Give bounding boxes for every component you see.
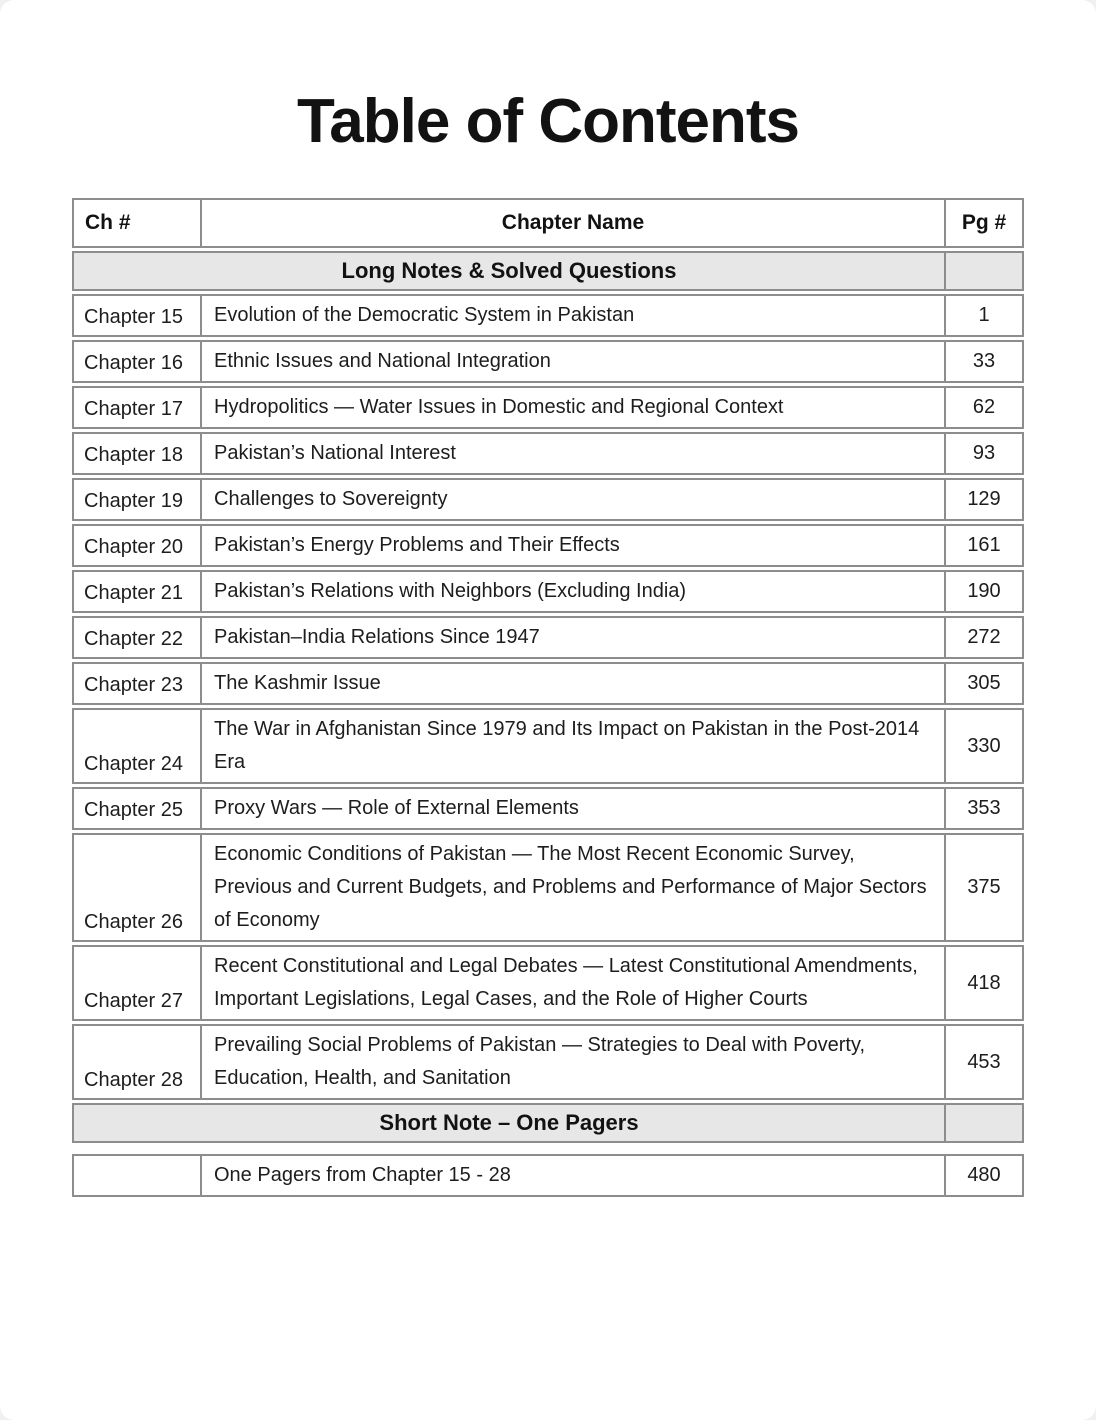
table-row bbox=[72, 1024, 1024, 1100]
chapter-number-cell: Chapter 25 bbox=[72, 787, 200, 830]
page-number-cell: 161 bbox=[944, 524, 1024, 567]
chapter-name-cell: Proxy Wars — Role of External Elements bbox=[200, 787, 944, 830]
table-row bbox=[72, 945, 1024, 1021]
table-gap-row bbox=[72, 1146, 1024, 1151]
table-header-row bbox=[72, 198, 1024, 248]
page-number-cell: 453 bbox=[944, 1024, 1024, 1100]
chapter-number-cell: Chapter 17 bbox=[72, 386, 200, 429]
chapter-name-cell: Pakistan–India Relations Since 1947 bbox=[200, 616, 944, 659]
column-header-chapter-number: Ch # bbox=[72, 198, 200, 248]
table-row bbox=[72, 432, 1024, 475]
table-row bbox=[72, 340, 1024, 383]
section-header-row bbox=[72, 1103, 1024, 1143]
chapter-name-cell: Ethnic Issues and National Integration bbox=[200, 340, 944, 383]
page-number-cell: 305 bbox=[944, 662, 1024, 705]
toc-table bbox=[72, 195, 1024, 1200]
chapter-name-cell: Hydropolitics — Water Issues in Domestic and Regional Context bbox=[200, 386, 944, 429]
chapter-name-cell: The War in Afghanistan Since 1979 and Its Impact on Pakistan in the Post-2014 Era bbox=[200, 708, 944, 784]
chapter-name-cell: Recent Constitutional and Legal Debates — Latest Constitutional Amendments, Important Legislations, Legal Cases, and the Role of Higher Courts bbox=[200, 945, 944, 1021]
chapter-name-cell: Evolution of the Democratic System in Pakistan bbox=[200, 294, 944, 337]
table-row bbox=[72, 662, 1024, 705]
table-row bbox=[72, 294, 1024, 337]
chapter-name-cell: Prevailing Social Problems of Pakistan — Strategies to Deal with Poverty, Education, Health, and Sanitation bbox=[200, 1024, 944, 1100]
page-number-cell: 330 bbox=[944, 708, 1024, 784]
chapter-name-cell: Pakistan’s National Interest bbox=[200, 432, 944, 475]
chapter-number-cell: Chapter 26 bbox=[72, 833, 200, 942]
table-row bbox=[72, 787, 1024, 830]
page-number-cell: 129 bbox=[944, 478, 1024, 521]
table-row bbox=[72, 616, 1024, 659]
chapter-name-cell: Pakistan’s Energy Problems and Their Effects bbox=[200, 524, 944, 567]
chapter-number-cell: Chapter 22 bbox=[72, 616, 200, 659]
page-number-cell: 190 bbox=[944, 570, 1024, 613]
table-row bbox=[72, 570, 1024, 613]
section-header-page-cell bbox=[944, 251, 1024, 291]
page-number-cell: 375 bbox=[944, 833, 1024, 942]
chapter-number-cell bbox=[72, 1154, 200, 1197]
table-row bbox=[72, 833, 1024, 942]
page-number-cell: 93 bbox=[944, 432, 1024, 475]
chapter-number-cell: Chapter 24 bbox=[72, 708, 200, 784]
chapter-number-cell: Chapter 21 bbox=[72, 570, 200, 613]
chapter-number-cell: Chapter 23 bbox=[72, 662, 200, 705]
chapter-number-cell: Chapter 20 bbox=[72, 524, 200, 567]
page-title: Table of Contents bbox=[297, 87, 799, 156]
chapter-number-cell: Chapter 28 bbox=[72, 1024, 200, 1100]
table-row bbox=[72, 386, 1024, 429]
chapter-number-cell: Chapter 16 bbox=[72, 340, 200, 383]
page-number-cell: 1 bbox=[944, 294, 1024, 337]
section-header-page-cell bbox=[944, 1103, 1024, 1143]
section-header-label: Long Notes & Solved Questions bbox=[72, 251, 944, 291]
section-header-label: Short Note – One Pagers bbox=[72, 1103, 944, 1143]
chapter-name-cell: The Kashmir Issue bbox=[200, 662, 944, 705]
page-number-cell: 480 bbox=[944, 1154, 1024, 1197]
page-number-cell: 272 bbox=[944, 616, 1024, 659]
chapter-number-cell: Chapter 18 bbox=[72, 432, 200, 475]
chapter-number-cell: Chapter 19 bbox=[72, 478, 200, 521]
chapter-name-cell: Challenges to Sovereignty bbox=[200, 478, 944, 521]
table-row bbox=[72, 1154, 1024, 1197]
page-number-cell: 353 bbox=[944, 787, 1024, 830]
page-number-cell: 418 bbox=[944, 945, 1024, 1021]
section-header-row bbox=[72, 251, 1024, 291]
chapter-name-cell: Economic Conditions of Pakistan — The Most Recent Economic Survey, Previous and Current Budgets, and Problems and Performance of Major Sectors of Economy bbox=[200, 833, 944, 942]
column-header-page-number: Pg # bbox=[944, 198, 1024, 248]
table-row bbox=[72, 708, 1024, 784]
chapter-number-cell: Chapter 27 bbox=[72, 945, 200, 1021]
chapter-number-cell: Chapter 15 bbox=[72, 294, 200, 337]
page-number-cell: 33 bbox=[944, 340, 1024, 383]
chapter-name-cell: Pakistan’s Relations with Neighbors (Excluding India) bbox=[200, 570, 944, 613]
chapter-name-cell: One Pagers from Chapter 15 - 28 bbox=[200, 1154, 944, 1197]
table-row bbox=[72, 478, 1024, 521]
table-row bbox=[72, 524, 1024, 567]
column-header-chapter-name: Chapter Name bbox=[200, 198, 944, 248]
page-number-cell: 62 bbox=[944, 386, 1024, 429]
